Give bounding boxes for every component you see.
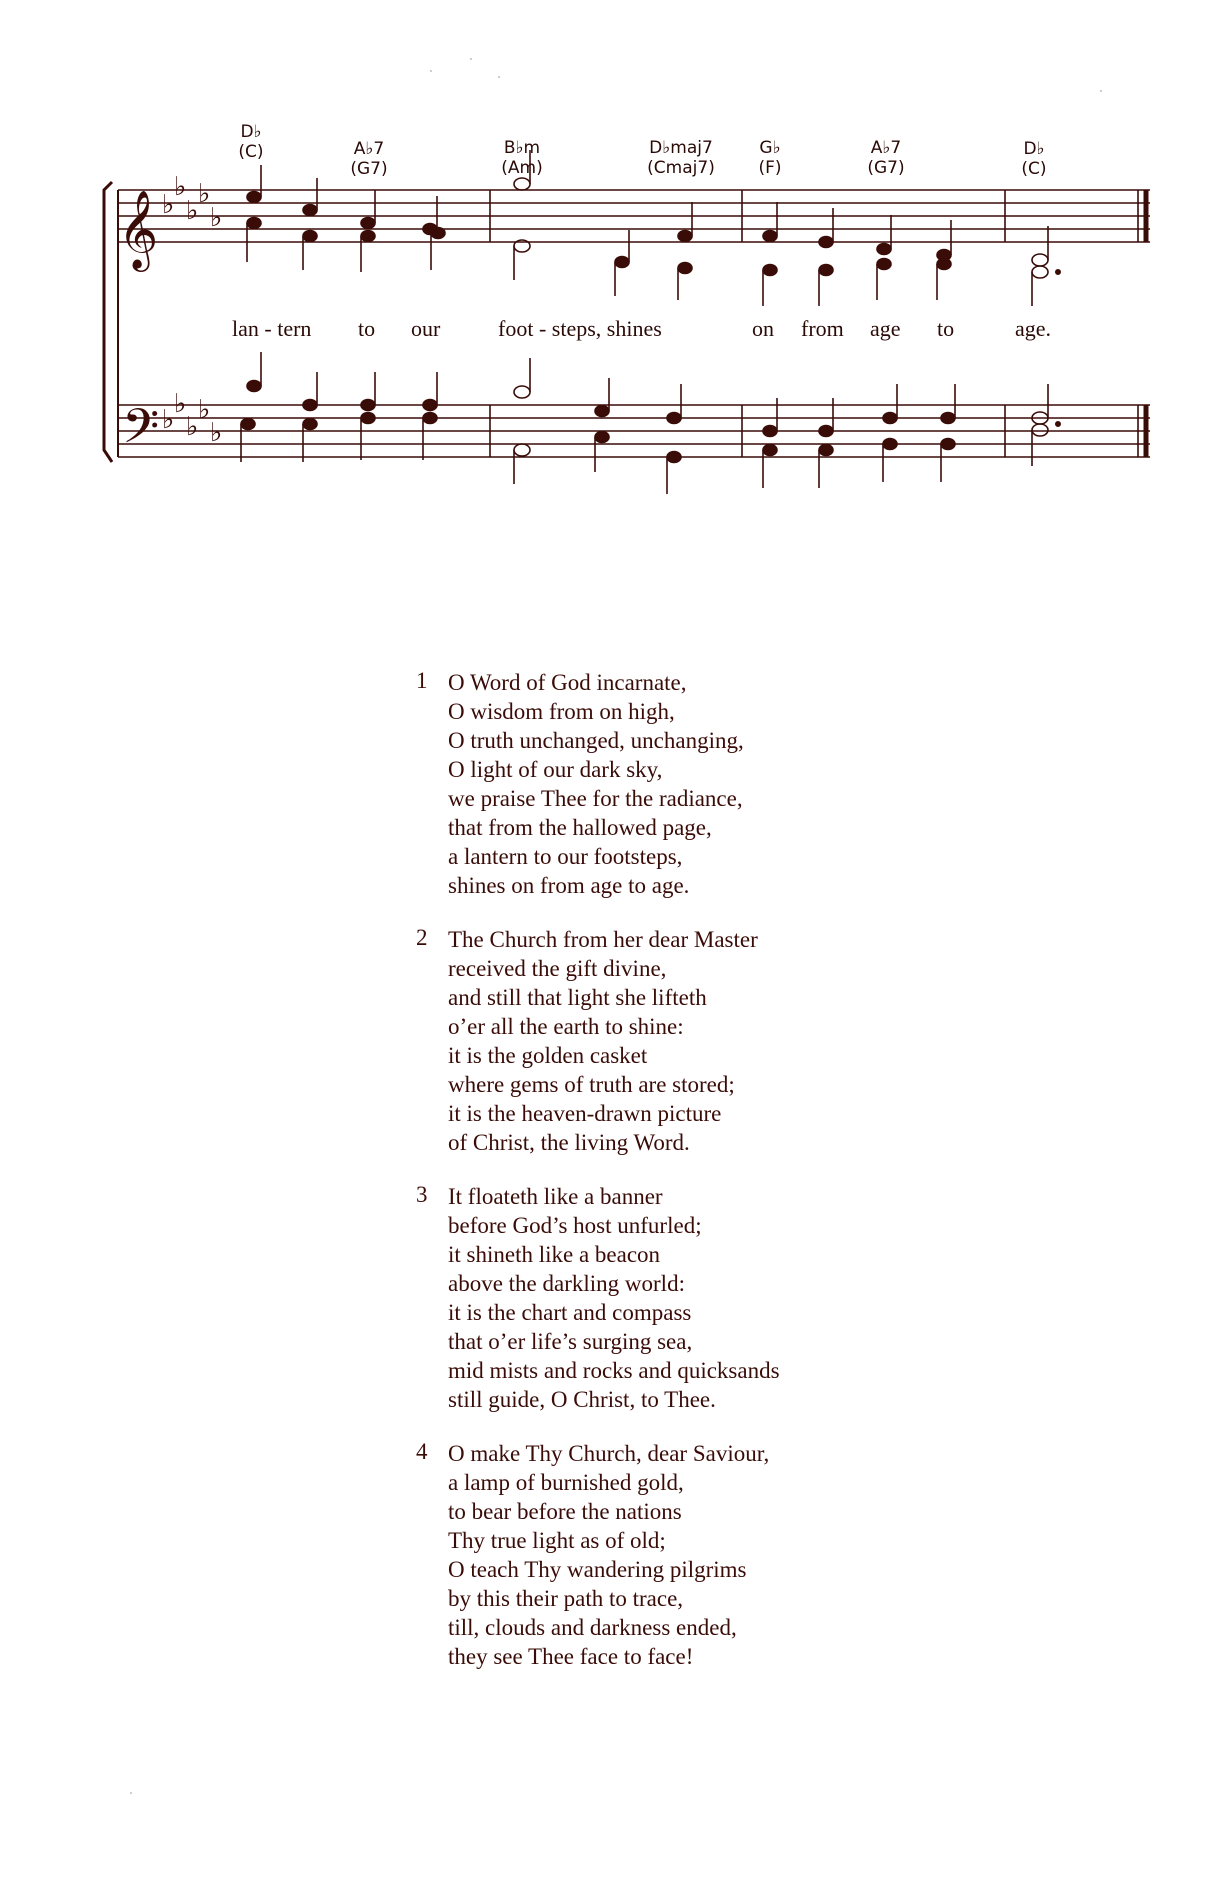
scan-speck (470, 58, 472, 60)
verse-line: by this their path to trace, (448, 1586, 684, 1611)
verse-block (416, 1439, 936, 1671)
lyric-syllable: to (358, 316, 376, 341)
verse-line: before God’s host unfurled; (448, 1213, 702, 1238)
verse-number: 4 (416, 1439, 428, 1464)
lyric-syllable: on (752, 316, 774, 341)
chord-symbol: G♭ (F) (758, 138, 782, 178)
svg-text:𝄞: 𝄞 (118, 190, 159, 269)
verse-line: The Church from her dear Master (448, 927, 758, 952)
lyric-syllable: age. (1015, 316, 1052, 341)
verse-line: O light of our dark sky, (448, 757, 663, 782)
lyric-syllable: to (937, 316, 955, 341)
verse-line: O Word of God incarnate, (448, 670, 687, 695)
verse-line: O make Thy Church, dear Saviour, (448, 1441, 770, 1466)
svg-text:𝄢: 𝄢 (122, 398, 160, 466)
verse-number: 1 (416, 668, 428, 693)
verse-line: where gems of truth are stored; (448, 1072, 735, 1097)
verse-line: It floateth like a banner (448, 1184, 663, 1209)
chord-symbol: A♭7 (G7) (867, 138, 905, 178)
verse-line: that o’er life’s surging sea, (448, 1329, 693, 1354)
music-score (0, 0, 1217, 520)
chord-symbol: D♭ (C) (238, 122, 264, 162)
scan-speck (430, 70, 432, 72)
verse-line: to bear before the nations (448, 1499, 682, 1524)
scan-speck (1100, 90, 1102, 92)
verse-line: it is the heaven-drawn picture (448, 1101, 722, 1126)
hymn-verses (416, 668, 936, 1696)
verse-line: O teach Thy wandering pilgrims (448, 1557, 747, 1582)
lyric-syllable: from (801, 316, 844, 341)
scan-speck (130, 1792, 132, 1794)
chord-symbol: D♭ (C) (1021, 139, 1047, 179)
verse-line: shines on from age to age. (448, 873, 690, 898)
chord-symbol: A♭7 (G7) (350, 139, 388, 179)
svg-text:♭: ♭ (162, 190, 175, 220)
lyric-syllable: our (411, 316, 441, 341)
verse-block (416, 925, 936, 1157)
verse-line: and still that light she lifteth (448, 985, 707, 1010)
staff-system (0, 0, 1217, 520)
lyric-syllable: lan - tern (232, 316, 312, 341)
scan-speck (498, 76, 500, 78)
verse-line: Thy true light as of old; (448, 1528, 666, 1553)
verse-line: o’er all the earth to shine: (448, 1014, 684, 1039)
svg-text:♭: ♭ (198, 179, 211, 209)
lyric-syllable: foot - steps, shines (498, 316, 662, 341)
verse-line: above the darkling world: (448, 1271, 685, 1296)
chord-symbol: B♭m (Am) (501, 138, 543, 178)
svg-text:♭: ♭ (186, 196, 199, 226)
verse-line: mid mists and rocks and quicksands (448, 1358, 780, 1383)
verse-line: we praise Thee for the radiance, (448, 786, 743, 811)
verse-line: O truth unchanged, unchanging, (448, 728, 744, 753)
verse-line: that from the hallowed page, (448, 815, 712, 840)
svg-text:♭: ♭ (162, 405, 175, 435)
chord-symbol: D♭maj7 (Cmaj7) (647, 138, 715, 178)
svg-text:♭: ♭ (198, 395, 211, 425)
verse-line: till, clouds and darkness ended, (448, 1615, 737, 1640)
verse-line: they see Thee face to face! (448, 1644, 694, 1669)
verse-line: a lamp of burnished gold, (448, 1470, 684, 1495)
verse-line: O wisdom from on high, (448, 699, 675, 724)
verse-line: it shineth like a beacon (448, 1242, 661, 1267)
lyric-syllable: age (870, 316, 901, 341)
verse-line: of Christ, the living Word. (448, 1130, 690, 1155)
verse-line: it is the chart and compass (448, 1300, 692, 1325)
verse-line: it is the golden casket (448, 1043, 648, 1068)
svg-text:♭: ♭ (210, 203, 223, 233)
svg-text:♭: ♭ (186, 412, 199, 442)
svg-text:♭: ♭ (174, 172, 187, 202)
verse-line: still guide, O Christ, to Thee. (448, 1387, 716, 1412)
verse-block (416, 1182, 936, 1414)
verse-block (416, 668, 936, 900)
verse-number: 2 (416, 925, 428, 950)
verse-line: received the gift divine, (448, 956, 667, 981)
verse-line: a lantern to our footsteps, (448, 844, 683, 869)
svg-text:♭: ♭ (210, 418, 223, 448)
verse-number: 3 (416, 1182, 428, 1207)
svg-text:♭: ♭ (174, 389, 187, 419)
